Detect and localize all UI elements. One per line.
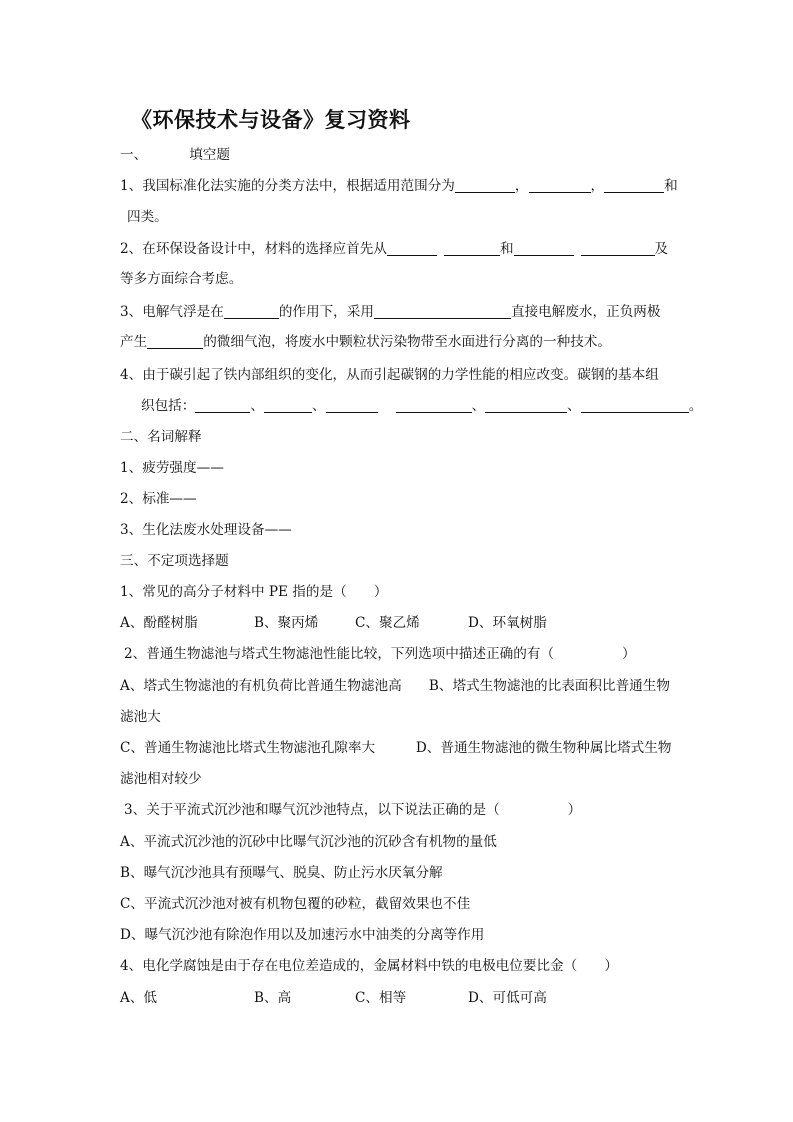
question-3-3-stem: 3、关于平流式沉沙池和曝气沉沙池特点，以下说法正确的是（ ）	[124, 802, 582, 818]
blank	[485, 398, 567, 413]
blank	[224, 304, 279, 319]
q1-2-end: 及	[654, 241, 669, 257]
question-1-1	[120, 177, 678, 195]
question-1-2	[120, 240, 668, 258]
blank	[396, 398, 472, 413]
section-2-heading: 二、名词解释	[120, 429, 202, 445]
blank	[529, 178, 591, 193]
blank	[581, 241, 655, 256]
q1-4-sep: 、	[471, 398, 486, 414]
q1-1-text: 1、我国标准化法实施的分类方法中，根据适用范围分为	[120, 178, 455, 194]
section-1-title: 填空题	[189, 147, 230, 163]
q1-3-text: 直接电解废水，正负两极	[510, 304, 661, 320]
question-3-2-stem: 2、普通生物滤池与塔式生物滤池性能比较，下列选项中描述正确的有（ ）	[124, 646, 636, 662]
blank	[514, 241, 574, 256]
option-d: D、曝气沉沙池有除泡作用以及加速污水中油类的分离等作用	[120, 927, 485, 943]
blank	[444, 241, 500, 256]
q1-3-text: 的微细气泡，将废水中颗粒状污染物带至水面进行分离的一种技术。	[203, 334, 611, 350]
option-c: C、聚乙烯	[355, 615, 420, 631]
option-a: A、酚醛树脂	[120, 615, 198, 631]
question-1-4-cont	[141, 397, 702, 415]
q1-4-sep: 、	[567, 398, 581, 414]
blank	[387, 241, 437, 256]
section-1-number: 一、	[120, 147, 148, 163]
question-3-2-options-cd-cont: 滤池相对较少	[120, 771, 202, 787]
q1-1-and: 和	[664, 178, 678, 194]
option-b: B、曝气沉沙池具有预曝气、脱臭、防止污水厌氧分解	[120, 865, 443, 881]
option-a: A、平流式沉沙池的沉砂中比曝气沉沙池的沉砂含有机物的量低	[120, 834, 497, 850]
option-a: A、低	[120, 990, 158, 1006]
q1-4-end: 。	[688, 398, 703, 414]
document-title: 《环保技术与设备》复习资料	[131, 107, 411, 132]
option-b: B、聚丙烯	[254, 615, 319, 631]
q1-1-sep: ，	[514, 178, 529, 194]
q1-3-text: 的作用下，采用	[278, 304, 374, 320]
question-1-3	[120, 303, 661, 321]
blank	[195, 398, 250, 413]
q1-3-text: 产生	[120, 334, 148, 350]
question-1-2-cont: 等多方面综合考虑。	[120, 271, 243, 287]
section-3-heading: 三、不定项选择题	[120, 553, 229, 569]
option-c: C、相等	[355, 990, 407, 1006]
section-1-heading	[120, 146, 230, 164]
question-1-4: 4、由于碳引起了铁内部组织的变化，从而引起碳钢的力学性能的相应改变。碳钢的基本组	[120, 367, 659, 383]
q1-3-text: 3、电解气浮是在	[120, 304, 224, 320]
term-item: 2、标准——	[120, 491, 197, 507]
blank	[264, 398, 312, 413]
option-d: D、可低可高	[468, 990, 547, 1006]
question-1-3-cont	[120, 333, 611, 351]
question-3-4-stem: 4、电化学腐蚀是由于存在电位差造成的，金属材料中铁的电极电位要比金（ ）	[120, 958, 619, 974]
blank	[326, 398, 378, 413]
term-item: 1、疲劳强度——	[120, 460, 224, 476]
option-d: D、环氧树脂	[468, 615, 547, 631]
blank	[455, 178, 515, 193]
question-3-2-options-ab-cont: 滤池大	[120, 709, 161, 725]
q1-2-text: 2、在环保设备设计中，材料的选择应首先从	[120, 241, 387, 257]
q1-1-sep: ，	[590, 178, 605, 194]
question-3-2-options-ab: A、塔式生物滤池的有机负荷比普通生物滤池高 B、塔式生物滤池的比表面积比普通生物	[120, 678, 670, 694]
question-3-1-stem: 1、常见的高分子材料中 PE 指的是（ ）	[120, 584, 388, 600]
q1-4-sep: 、	[250, 398, 264, 414]
option-c: C、平流式沉沙池对被有机物包覆的砂粒，截留效果也不佳	[120, 896, 471, 912]
q1-4-text: 织包括：	[141, 398, 196, 414]
term-item: 3、生化法废水处理设备——	[120, 522, 292, 538]
option-b: B、高	[254, 990, 292, 1006]
blank	[581, 398, 689, 413]
blank	[604, 178, 664, 193]
question-3-2-options-cd: C、普通生物滤池比塔式生物滤池孔隙率大 D、普通生物滤池的微生物种属比塔式生物	[120, 740, 672, 756]
question-1-1-cont: 四类。	[127, 209, 168, 225]
q1-4-sep: 、	[311, 398, 326, 414]
blank	[147, 334, 203, 349]
q1-2-and: 和	[499, 241, 514, 257]
blank	[374, 304, 511, 319]
